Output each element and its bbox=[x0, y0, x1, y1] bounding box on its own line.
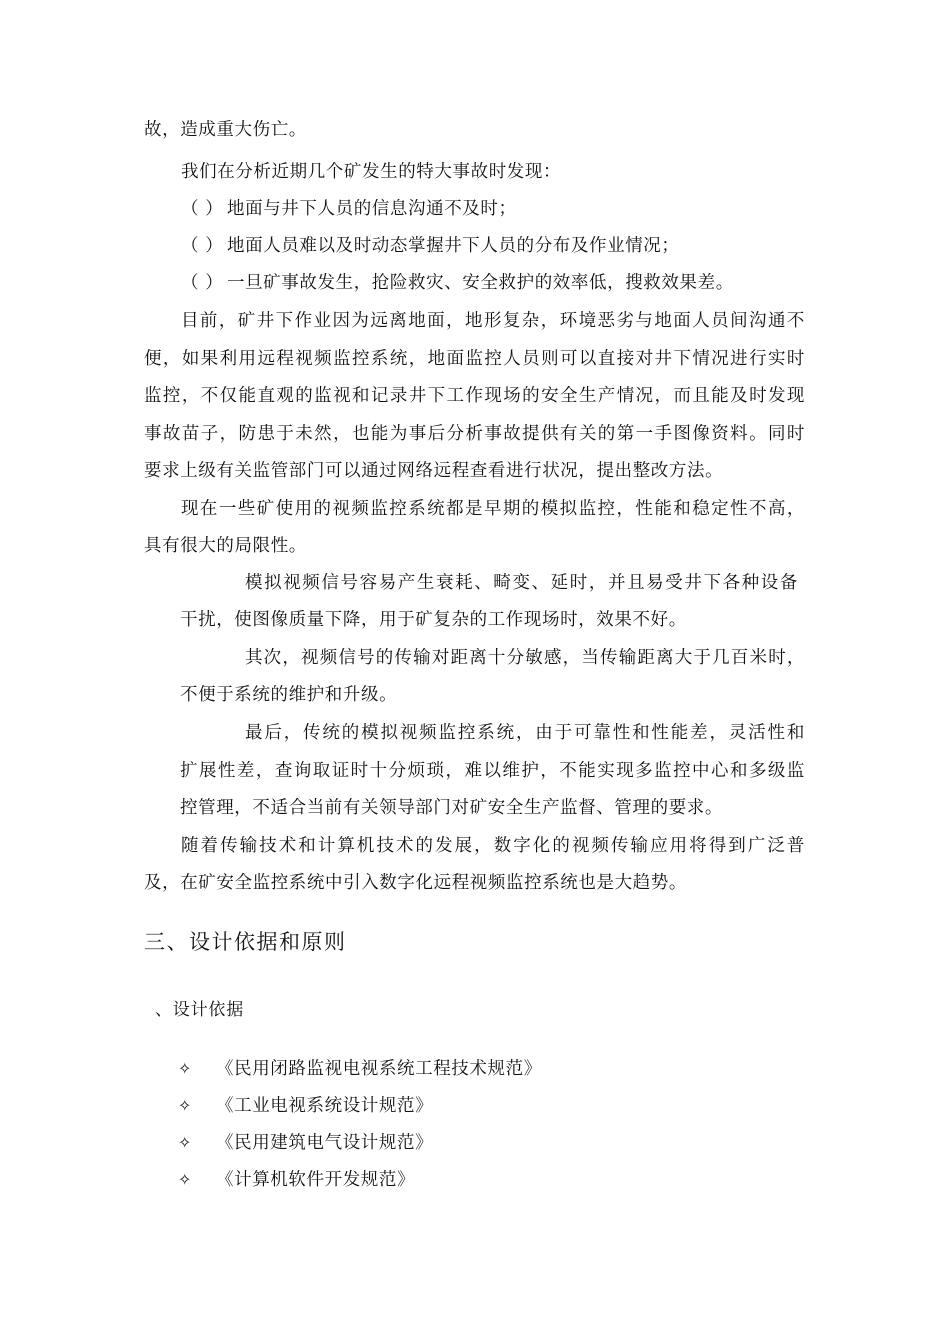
paragraph-line: 模拟视频信号容易产生衰耗、畸变、延时，并且易受井下各种设备 bbox=[245, 573, 798, 593]
paragraph-line: 及，在矿安全监控系统中引入数字化远程视频监控系统也是大趋势。 bbox=[144, 873, 687, 893]
paragraph-line: 随着传输技术和计算机技术的发展，数字化的视频传输应用将得到广泛普 bbox=[181, 836, 805, 856]
list-item bbox=[178, 1168, 415, 1192]
paragraph-line: 其次，视频信号的传输对距离十分敏感，当传输距离大于几百米时， bbox=[245, 648, 805, 668]
list-item bbox=[181, 197, 517, 221]
list-item-text: 一旦矿事故发生，抢险救灾、安全救护的效率低，搜救效果差。 bbox=[227, 273, 734, 293]
paragraph-line: 控管理，不适合当前有关领导部门对矿安全生产监督、管理的要求。 bbox=[180, 798, 723, 818]
paragraph-line: 现在一些矿使用的视频监控系统都是早期的模拟监控，性能和稳定性不高， bbox=[181, 499, 805, 519]
paragraph-line: 目前，矿井下作业因为远离地面，地形复杂，环境恶劣与地面人员间沟通不 bbox=[181, 311, 805, 331]
list-item bbox=[178, 1131, 433, 1155]
list-item bbox=[178, 1057, 542, 1081]
paragraph-line: 干扰，使图像质量下降，用于矿复杂的工作现场时，效果不好。 bbox=[180, 610, 687, 630]
section-heading: 三、设计依据和原则 bbox=[144, 930, 347, 954]
diamond-bullet-icon: ✧ bbox=[178, 1170, 193, 1189]
list-item-text: 地面与井下人员的信息沟通不及时； bbox=[227, 199, 517, 219]
list-marker: （ ） bbox=[181, 199, 224, 219]
diamond-bullet-icon: ✧ bbox=[178, 1059, 193, 1078]
list-item bbox=[181, 234, 680, 258]
list-marker: （ ） bbox=[181, 236, 224, 256]
subsection-heading: 、设计依据 bbox=[155, 1000, 244, 1020]
paragraph-line: 故，造成重大伤亡。 bbox=[144, 120, 307, 140]
diamond-bullet-icon: ✧ bbox=[178, 1096, 193, 1115]
list-marker: （ ） bbox=[181, 273, 224, 293]
paragraph-line: 不便于系统的维护和升级。 bbox=[180, 685, 398, 705]
list-item bbox=[178, 1094, 433, 1118]
diamond-bullet-icon: ✧ bbox=[178, 1133, 193, 1152]
paragraph-line: 具有很大的局限性。 bbox=[144, 536, 307, 556]
list-item-text: 《民用建筑电气设计规范》 bbox=[216, 1133, 434, 1153]
paragraph-line: 我们在分析近期几个矿发生的特大事故时发现： bbox=[181, 162, 562, 182]
paragraph-line: 监控，不仅能直观的监视和记录井下工作现场的安全生产情况，而且能及时发现 bbox=[144, 386, 805, 406]
paragraph-line: 扩展性差，查询取证时十分烦琐，难以维护，不能实现多监控中心和多级监 bbox=[180, 761, 805, 781]
list-item bbox=[181, 271, 734, 295]
paragraph-line: 事故苗子，防患于未然，也能为事后分析事故提供有关的第一手图像资料。同时 bbox=[144, 424, 805, 444]
list-item-text: 《民用闭路监视电视系统工程技术规范》 bbox=[216, 1059, 542, 1079]
paragraph-line: 要求上级有关监管部门可以通过网络远程查看进行状况，提出整改方法。 bbox=[144, 461, 724, 481]
list-item-text: 《计算机软件开发规范》 bbox=[216, 1170, 416, 1190]
paragraph-line: 最后，传统的模拟视频监控系统，由于可靠性和性能差，灵活性和 bbox=[245, 723, 805, 743]
paragraph-line: 便，如果利用远程视频监控系统，地面监控人员则可以直接对井下情况进行实时 bbox=[144, 349, 805, 369]
list-item-text: 地面人员难以及时动态掌握井下人员的分布及作业情况； bbox=[227, 236, 680, 256]
list-item-text: 《工业电视系统设计规范》 bbox=[216, 1096, 434, 1116]
